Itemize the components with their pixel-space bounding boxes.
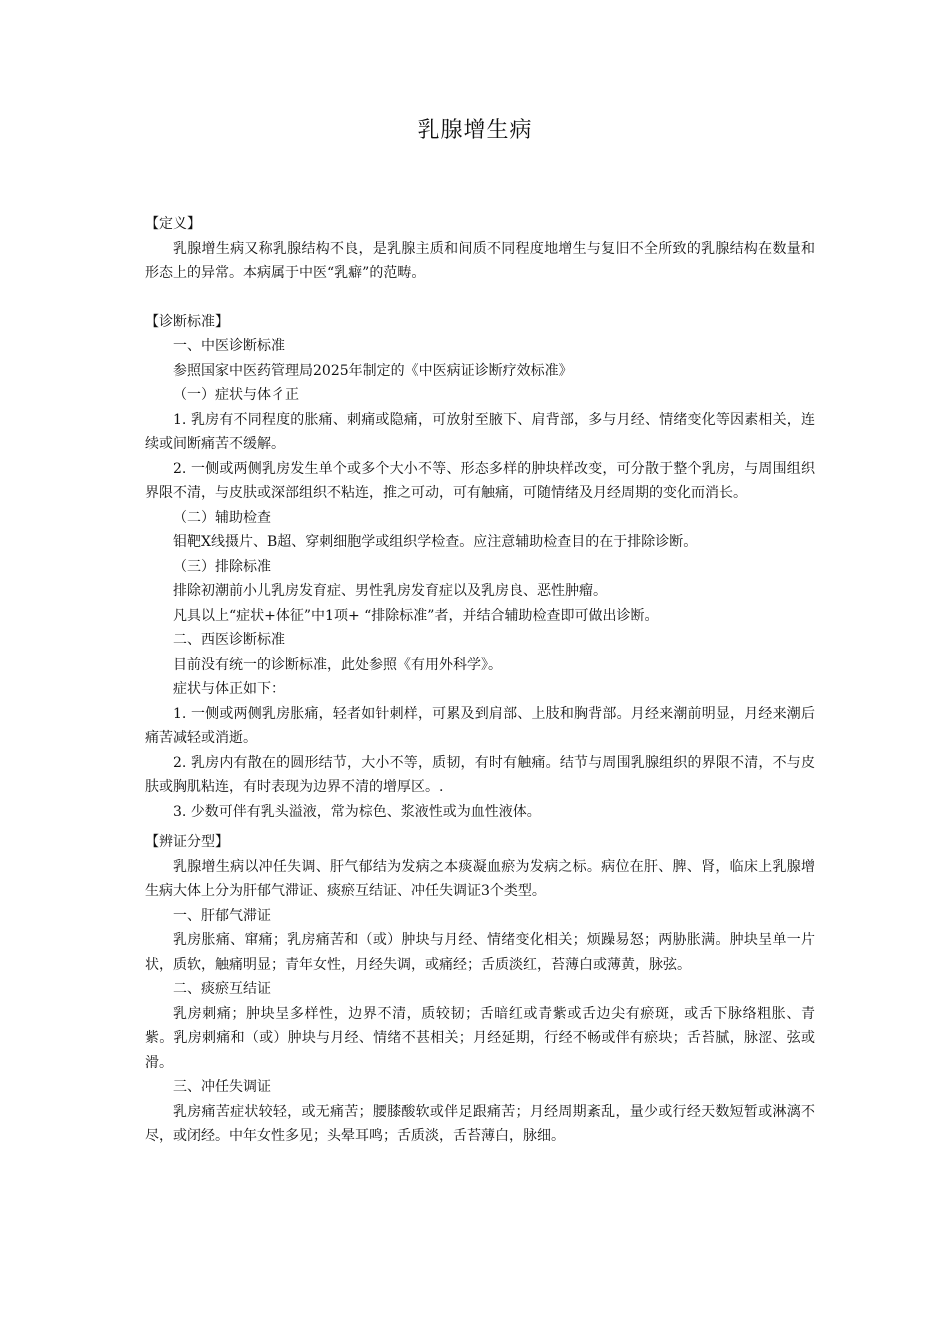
exclusion-text: 排除初潮前小儿乳房发育症、男性乳房发育症以及乳房良、恶性肿瘤。 — [173, 583, 607, 599]
diagnosis-conclusion: 凡具以上“症状+体征”中1项+ “排除标准”者，并结合辅助检查即可做出诊断。 — [173, 607, 659, 624]
aux-exam-text: 钼靶X线摄片、B超、穿刺细胞学或组织学检查。应注意辅助检查目的在于排除诊断。 — [173, 534, 698, 550]
tcm-symptom-1: 1. 乳房有不同程度的胀痛、刺痛或隐痛，可放射至腋下、肩背部，多与月经、情绪变化等因素相关，连续或间断痛苦不缓解。 — [145, 411, 815, 452]
syndrome-type-2-heading: 二、痰瘀互结证 — [173, 981, 271, 997]
aux-exam-heading: （二）辅助检查 — [173, 509, 271, 526]
western-item-1: 1. 一侧或两侧乳房胀痛，轻者如针刺样，可累及到肩部、上肢和胸背部。月经来潮前明显，月经来潮后痛苦减轻或消逝。 — [145, 705, 815, 746]
section-heading-definition: 【定义】 — [145, 216, 201, 232]
tcm-reference: 参照国家中医药管理局2025年制定的《中医病证诊断疗效标准》 — [173, 362, 573, 379]
syndrome-type-2-text: 乳房刺痛；肿块呈多样性，边界不清，质较韧；舌暗红或青紫或舌边尖有瘀斑，或舌下脉络粗胀、青紫。乳房刺痛和（或）肿块与月经、情绪不甚相关；月经延期，行经不畅或伴有瘀块；舌苔腻，脉涩、弦或滑。 — [145, 1005, 815, 1071]
western-item-3: 3. 少数可伴有乳头溢液，常为棕色、浆液性或为血性液体。 — [173, 803, 541, 820]
tcm-criteria-heading: 一、中医诊断标准 — [173, 338, 285, 354]
tcm-symptoms-heading: （一）症状与体彳正 — [173, 387, 299, 403]
syndrome-type-1-heading: 一、肝郁气滞证 — [173, 907, 271, 924]
page-title: 乳腺增生病 — [417, 118, 533, 143]
syndrome-type-1-text: 乳房胀痛、窜痛；乳房痛苦和（或）肿块与月经、情绪变化相关；烦躁易怒；两胁胀满。肿块呈单一片状，质软，触痛明显；青年女性，月经失调，或痛经；舌质淡红，苔薄白或薄黄，脉弦。 — [145, 932, 815, 973]
definition-text: 乳腺增生病又称乳腺结构不良，是乳腺主质和间质不同程度地增生与复旧不全所致的乳腺结构在数量和形态上的异常。本病属于中医“乳癖”的范畴。 — [145, 240, 815, 281]
western-item-2: 2. 乳房内有散在的圆形结节，大小不等，质韧，有时有触痛。结节与周围乳腺组织的界限不清，不与皮肤或胸肌粘连，有时表现为边界不清的增厚区。. — [145, 754, 815, 795]
exclusion-heading: （三）排除标准 — [173, 558, 271, 575]
western-criteria-heading: 二、西医诊断标准 — [173, 632, 285, 648]
document-body — [145, 212, 815, 1149]
syndrome-intro: 乳腺增生病以冲任失调、肝气郁结为发病之本痰凝血瘀为发病之标。病位在肝、脾、肾，临床上乳腺增生病大体上分为肝郁气滞证、痰瘀互结证、冲任失调证3个类型。 — [145, 858, 815, 899]
tcm-symptom-2: 2. 一侧或两侧乳房发生单个或多个大小不等、形态多样的肿块样改变，可分散于整个乳房，与周围组织界限不清，与皮肤或深部组织不粘连，推之可动，可有触痛，可随情绪及月经周期的变化而消长。 — [145, 460, 815, 501]
section-heading-syndrome: 【辨证分型】 — [145, 834, 229, 850]
section-heading-diagnosis: 【诊断标准】 — [145, 313, 229, 330]
western-reference: 目前没有统一的诊断标准，此处参照《有用外科学》。 — [173, 656, 502, 673]
syndrome-type-3-heading: 三、冲任失调证 — [173, 1079, 271, 1095]
western-symptoms-intro: 症状与体正如下： — [173, 681, 285, 697]
syndrome-type-3-text: 乳房痛苦症状较轻，或无痛苦；腰膝酸软或伴足跟痛苦；月经周期紊乱，量少或行经天数短暂或淋漓不尽，或闭经。中年女性多见；头晕耳鸣；舌质淡，舌苔薄白，脉细。 — [145, 1103, 815, 1144]
